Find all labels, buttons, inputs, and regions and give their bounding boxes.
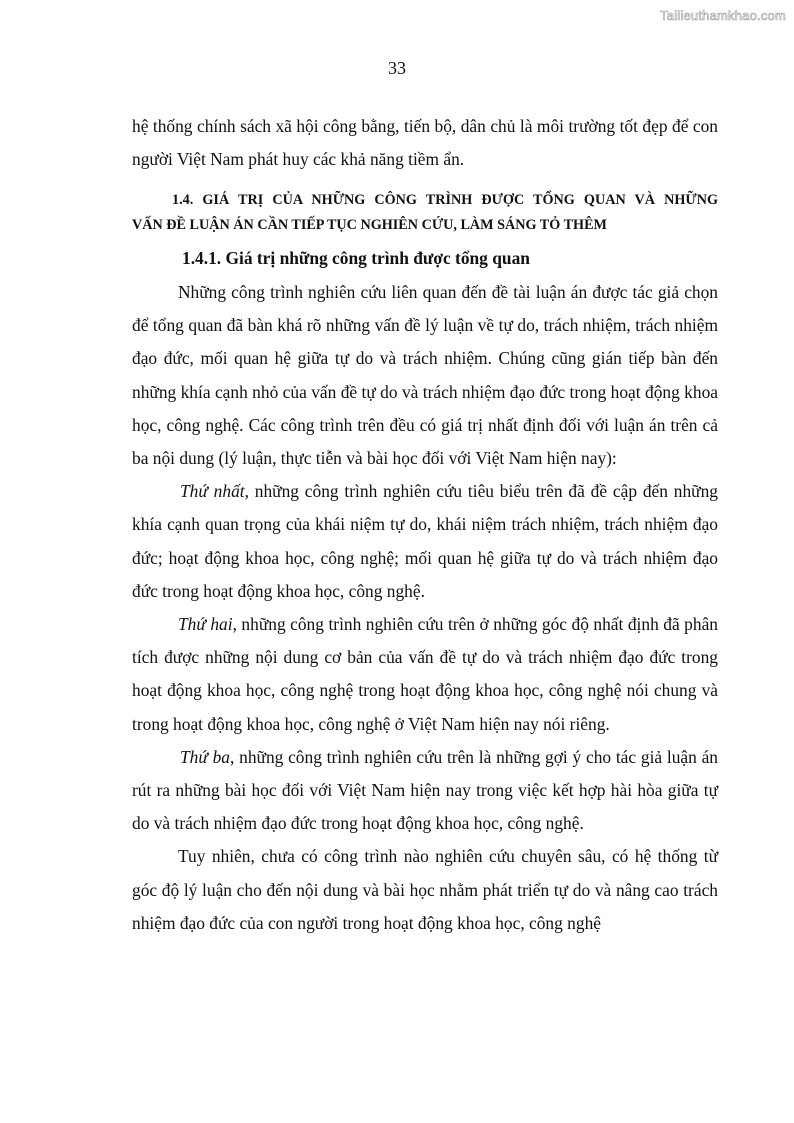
- paragraph-3: [132, 608, 718, 741]
- section-heading-line-1: 1.4. GIÁ TRỊ CỦA NHỮNG CÔNG TRÌNH ĐƯỢC TỔNG QUAN VÀ NHỮNG: [172, 192, 718, 208]
- paragraph-4: [132, 741, 718, 841]
- paragraph-2-lead: Thứ nhất: [180, 481, 245, 502]
- paragraph-3-lead: Thứ hai: [178, 614, 233, 635]
- paragraph-3-text: , những công trình nghiên cứu trên ở những góc độ nhất định đã phân tích được những nội dung cơ bản của vấn đề tự do và trách nhiệm đạo đức trong hoạt động khoa học, công nghệ trong hoạt động khoa học, công nghệ nói chung và trong hoạt động khoa học, công nghệ ở Việt Nam hiện nay nói riêng.: [132, 614, 718, 734]
- paragraph-5: Tuy nhiên, chưa có công trình nào nghiên cứu chuyên sâu, có hệ thống từ góc độ lý luận cho đến nội dung và bài học nhằm phát triển tự do và nâng cao trách nhiệm đạo đức của con người trong hoạt động khoa học, công nghệ: [132, 846, 718, 933]
- paragraph-2: [132, 475, 718, 608]
- section-heading: [132, 188, 718, 238]
- paragraph-4-lead: Thứ ba: [180, 746, 231, 767]
- intro-paragraph: hệ thống chính sách xã hội công bằng, tiến bộ, dân chủ là môi trường tốt đẹp để con người Việt Nam phát huy các khả năng tiềm ẩn.: [132, 116, 718, 170]
- paragraph-4-text: , những công trình nghiên cứu trên là những gợi ý cho tác giả luận án rút ra những bài học đối với Việt Nam hiện nay trong việc kết hợp hài hòa giữa tự do và trách nhiệm đạo đức trong hoạt động khoa học, công nghệ.: [132, 746, 718, 834]
- subsection-heading: 1.4.1. Giá trị những công trình được tổng quan: [182, 248, 530, 268]
- intro-paragraph-block: [132, 110, 718, 176]
- page-number: 33: [388, 58, 406, 78]
- paragraph-2-text: , những công trình nghiên cứu tiêu biểu trên đã đề cập đến những khía cạnh quan trọng của khái niệm tự do, khái niệm trách nhiệm, trách nhiệm đạo đức; hoạt động khoa học, công nghệ; mối quan hệ giữa tự do và trách nhiệm đạo đức trong hoạt động khoa học, công nghệ.: [132, 481, 718, 601]
- paragraph-1: Những công trình nghiên cứu liên quan đến đề tài luận án được tác giả chọn để tổng quan đã bàn khá rõ những vấn đề lý luận về tự do, trách nhiệm, trách nhiệm đạo đức, mối quan hệ giữa tự do và trách nhiệm. Chúng cũng gián tiếp bàn đến những khía cạnh nhỏ của vấn đề tự do và trách nhiệm đạo đức trong hoạt động khoa học, công nghệ. Các công trình trên đều có giá trị nhất định đối với luận án trên cả ba nội dung (lý luận, thực tiễn và bài học đối với Việt Nam hiện nay):: [132, 282, 718, 469]
- main-body: [132, 276, 718, 940]
- section-heading-line-2: VẤN ĐỀ LUẬN ÁN CẦN TIẾP TỤC NGHIÊN CỨU, LÀM SÁNG TỎ THÊM: [132, 217, 607, 233]
- watermark: Tailieuthamkhao.com: [660, 8, 786, 23]
